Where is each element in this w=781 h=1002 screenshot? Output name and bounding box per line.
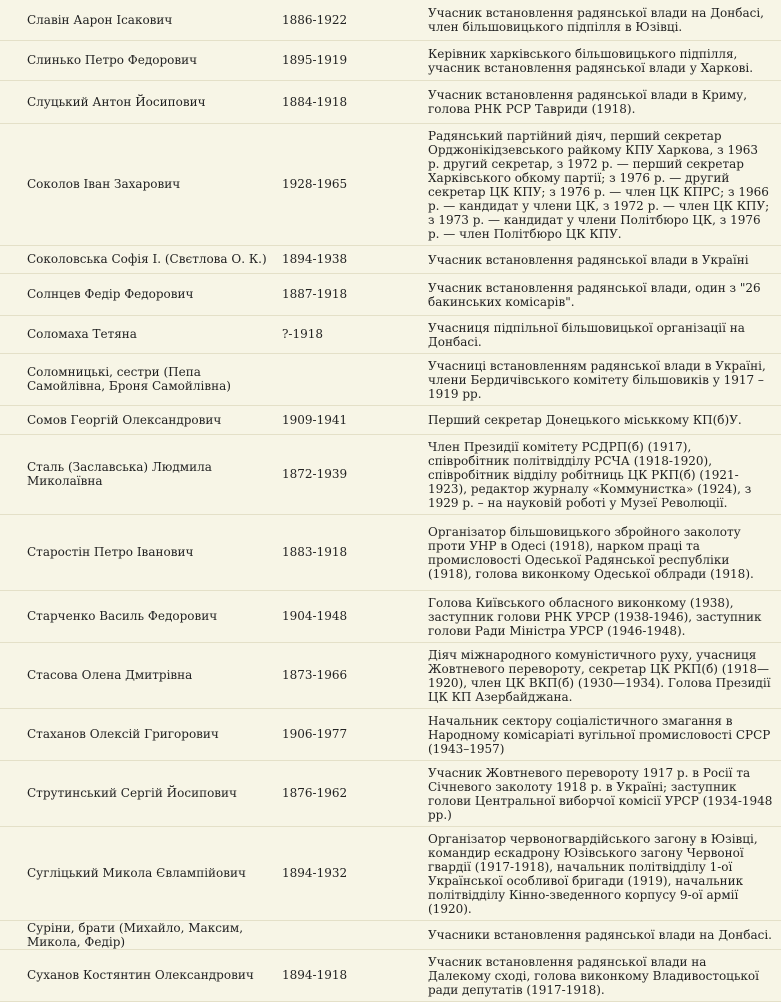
description-cell	[406, 40, 781, 80]
table-row	[0, 80, 781, 123]
person-name: Славін Аарон Ісакович	[0, 0, 277, 40]
life-years: 1895-1919	[277, 40, 406, 80]
life-years: 1886-1922	[277, 0, 406, 40]
person-description: Діяч міжнародного комуністичного руху, учасниця Жовтневого перевороту, секретар ЦК РКП(б) (1918—1920), член ЦК ВКП(б) (1930—1934). Голова Президії ЦК КП Азербайджана.	[428, 647, 771, 704]
description-cell	[406, 514, 781, 590]
description-cell	[406, 920, 781, 949]
person-name: Слинько Петро Федорович	[0, 40, 277, 80]
table-row	[0, 642, 781, 708]
life-years	[277, 920, 406, 949]
life-years: 1883-1918	[277, 514, 406, 590]
person-description: Учасник встановлення радянської влади в Криму, голова РНК РСР Тавриди (1918).	[428, 88, 748, 116]
description-cell	[406, 590, 781, 642]
life-years: 1906-1977	[277, 708, 406, 760]
description-cell	[406, 245, 781, 273]
person-name: Сталь (Заславська) Людмила Миколаївна	[0, 434, 277, 514]
person-name: Соколовська Софія І. (Свєтлова О. К.)	[0, 245, 277, 273]
description-cell	[406, 949, 781, 1001]
person-name: Стасова Олена Дмитрівна	[0, 642, 277, 708]
person-description: Організатор червоногвардійського загону в Юзівці, командир ескадрону Юзівського загону Червоної гвардії (1917-1918), начальник політвідділу 1-ої Української особливої бригади (1919), начальник політвідділу Кінно-зведенного корпусу 9-ої армії (1920).	[428, 831, 758, 916]
table-row	[0, 514, 781, 590]
person-name: Соколов Іван Захарович	[0, 123, 277, 245]
description-cell	[406, 123, 781, 245]
life-years: 1909-1941	[277, 405, 406, 434]
life-years: 1928-1965	[277, 123, 406, 245]
life-years: ?-1918	[277, 315, 406, 353]
person-description: Учасниця підпільної більшовицької організації на Донбасі.	[428, 320, 745, 349]
life-years	[277, 353, 406, 405]
life-years: 1887-1918	[277, 273, 406, 315]
life-years: 1904-1948	[277, 590, 406, 642]
table-row	[0, 405, 781, 434]
table-row	[0, 40, 781, 80]
description-cell	[406, 760, 781, 826]
person-description: Учасник встановлення радянської влади, один з "26 бакинських комісарів".	[428, 280, 761, 309]
person-description: Учасник встановлення радянської влади в Україні	[428, 252, 749, 267]
person-name: Слуцький Антон Йосипович	[0, 80, 277, 123]
life-years: 1872-1939	[277, 434, 406, 514]
person-description: Учасник встановлення радянської влади на Донбасі, член більшовицького підпілля в Юзівці.	[428, 6, 764, 35]
person-name: Сомов Георгій Олександрович	[0, 405, 277, 434]
life-years: 1894-1918	[277, 949, 406, 1001]
person-name: Суханов Костянтин Олександрович	[0, 949, 277, 1001]
table-row	[0, 273, 781, 315]
description-cell	[406, 315, 781, 353]
person-description: Учасник Жовтневого перевороту 1917 р. в Росії та Січневого заколоту 1918 р. в Україні; заступник голови Центральної виборчої комісії УРСР (1934-1948 рр.)	[428, 765, 773, 822]
person-description: Радянський партійний діяч, перший секретар Орджонікідзевського райкому КПУ Харкова, з 1963 р. другий секретар, з 1972 р. — перший секретар Харківського обкому партії; з 1976 р. — другий секретар ЦК КПУ; з 1976 р. — член ЦК КПРС; з 1966 р. — кандидат у члени ЦК, з 1972 р. — член ЦК КПУ; з 1973 р. — кандидат у члени Політбюро ЦК, з 1976 р. — член Політбюро ЦК КПУ.	[428, 128, 770, 241]
table-row	[0, 0, 781, 40]
life-years: 1873-1966	[277, 642, 406, 708]
person-name: Суріни, брати (Михайло, Максим, Микола, Федір)	[0, 920, 277, 949]
person-name: Соломаха Тетяна	[0, 315, 277, 353]
person-name: Струтинський Сергій Йосипович	[0, 760, 277, 826]
description-cell	[406, 273, 781, 315]
person-description: Член Президії комітету РСДРП(б) (1917), співробітник політвідділу РСЧА (1918-1920), співробітник відділу робітниць ЦК РКП(б) (1921-1923), редактор журналу «Коммунистка» (1924), з 1929 р. – на науковій роботі у Музеї Революції.	[428, 439, 752, 510]
person-description: Учасник встановлення радянської влади на Далекому сході, голова виконкому Владивостоцької ради депутатів (1917-1918).	[428, 954, 759, 997]
person-name: Старостін Петро Іванович	[0, 514, 277, 590]
description-cell	[406, 80, 781, 123]
table-row	[0, 760, 781, 826]
description-cell	[406, 434, 781, 514]
table-row	[0, 826, 781, 920]
table-row	[0, 949, 781, 1001]
table-row	[0, 123, 781, 245]
life-years: 1876-1962	[277, 760, 406, 826]
person-name: Старченко Василь Федорович	[0, 590, 277, 642]
person-description: Начальник сектору соціалістичного змагання в Народному комісаріаті вугільної промисловості СРСР (1943–1957)	[428, 713, 771, 756]
person-name: Солнцев Федір Федорович	[0, 273, 277, 315]
person-description: Перший секретар Донецького міськкому КП(б)У.	[428, 413, 742, 427]
person-name: Сугліцький Микола Євлампійович	[0, 826, 277, 920]
person-description: Учасниці встановленням радянської влади в Україні, члени Бердичівського комітету більшовиків у 1917 – 1919 рр.	[428, 358, 766, 401]
description-cell	[406, 826, 781, 920]
description-cell	[406, 353, 781, 405]
person-description: Організатор більшовицького збройного заколоту проти УНР в Одесі (1918), нарком праці та промисловості Одеської Радянської республіки (1918), голова виконкому Одеської облради (1918).	[428, 524, 754, 581]
person-name: Стаханов Олексій Григорович	[0, 708, 277, 760]
description-cell	[406, 405, 781, 434]
life-years: 1894-1932	[277, 826, 406, 920]
life-years: 1884-1918	[277, 80, 406, 123]
person-description: Голова Київського обласного виконкому (1938), заступник голови РНК УРСР (1938-1946), заступник голови Ради Міністра УРСР (1946-1948).	[428, 595, 762, 638]
table-row	[0, 315, 781, 353]
table-row	[0, 708, 781, 760]
table-row	[0, 920, 781, 949]
person-description: Учасники встановлення радянської влади на Донбасі.	[428, 928, 772, 942]
table-row	[0, 245, 781, 273]
description-cell	[406, 708, 781, 760]
description-cell	[406, 642, 781, 708]
life-years: 1894-1938	[277, 245, 406, 273]
table-row	[0, 434, 781, 514]
table-row	[0, 353, 781, 405]
person-description: Керівник харківського більшовицького підпілля, учасник встановлення радянської влади у Харкові.	[428, 46, 754, 75]
person-name: Соломницькі, сестри (Пепа Самойлівна, Броня Самойлівна)	[0, 353, 277, 405]
description-cell	[406, 0, 781, 40]
table-row	[0, 590, 781, 642]
